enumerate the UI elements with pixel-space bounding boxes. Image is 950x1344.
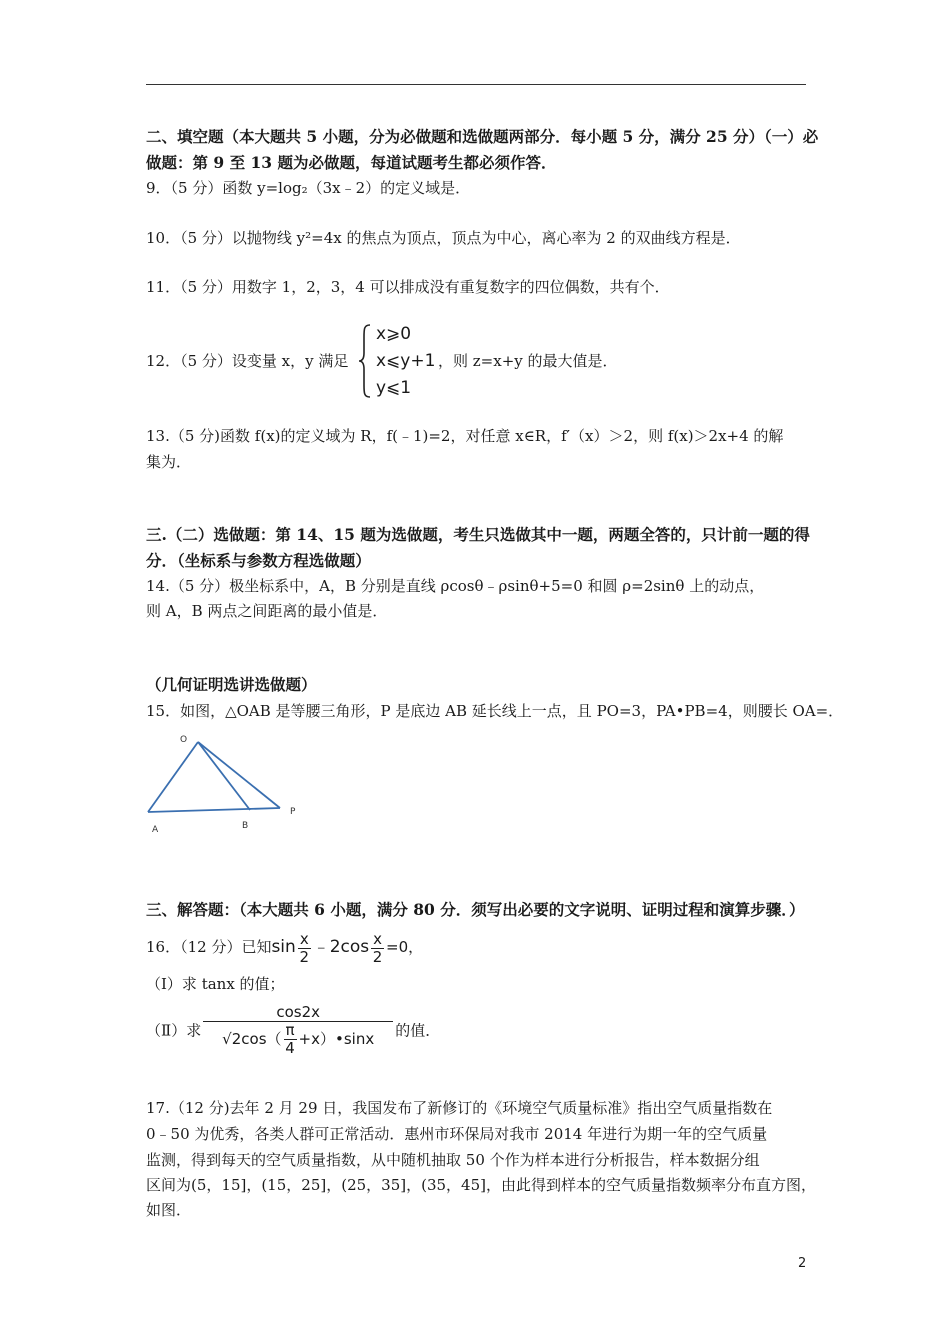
pi-over-4 bbox=[284, 1022, 297, 1057]
question-9: 9．（5 分）函数 y=log₂（3x﹣2）的定义域是． bbox=[146, 179, 471, 197]
solve-section-header: 三、解答题：（本大题共 6 小题，满分 80 分．须写出必要的文字说明、证明过程和演算步骤．） bbox=[146, 900, 805, 919]
minus-2cos: ﹣2cos bbox=[312, 937, 370, 957]
question-17-line3: 监测，得到每天的空气质量指数，从中随机抽取 50 个作为样本进行分析报告，样本数据分组 bbox=[146, 1151, 760, 1169]
frac-den-b: 2 bbox=[372, 947, 383, 966]
fraction-x-over-2 bbox=[298, 931, 311, 966]
label-a: A bbox=[152, 825, 159, 835]
question-17-line4: 区间为(5，15]，(15，25]，(25，35]，(35，45]，由此得到样本的空气质量指数频率分布直方图， bbox=[146, 1176, 816, 1194]
geometry-header: （几何证明选讲选做题） bbox=[146, 675, 317, 694]
page-number: 2 bbox=[798, 1256, 807, 1271]
pi-den: 4 bbox=[285, 1039, 295, 1057]
brace-icon bbox=[358, 323, 372, 399]
question-17-line5: 如图． bbox=[146, 1201, 192, 1219]
question-16-part1: （Ⅰ）求 tanx 的值； bbox=[146, 975, 285, 993]
question-12-prefix: 12．（5 分）设变量 x，y 满足 bbox=[146, 352, 349, 370]
triangle-figure bbox=[140, 730, 310, 840]
question-13-line1: 13.（5 分)函数 f(x)的定义域为 R，f(﹣1)=2，对任意 x∈R，f′（x）＞2，则 f(x)＞2x+4 的解 bbox=[146, 427, 784, 445]
question-13-line2: 集为． bbox=[146, 453, 192, 471]
section3-header-line1: 三.（二）选做题：第 14、15 题为选做题，考生只选做其中一题，两题全答的，只计前一题的得 bbox=[146, 525, 810, 544]
part2-prefix: （Ⅱ）求 bbox=[146, 1021, 202, 1040]
pi-num: π bbox=[285, 1021, 295, 1039]
section2-header-line1: 二、填空题（本大题共 5 小题，分为必做题和选做题两部分．每小题 5 分，满分 25 分）（一）必 bbox=[146, 127, 819, 146]
question-14-line1: 14.（5 分）极坐标系中，A，B 分别是直线 ρcosθ﹣ρsinθ+5=0 和圆 ρ=2sinθ 上的动点， bbox=[146, 577, 765, 595]
den-part-a: √2cos（ bbox=[222, 1030, 282, 1048]
big-fraction bbox=[203, 1004, 393, 1057]
label-o: O bbox=[180, 735, 188, 745]
den-part-b: +x）•sinx bbox=[298, 1030, 375, 1048]
constraint-1: x⩾0 bbox=[376, 324, 412, 344]
question-17-line2: 0﹣50 为优秀，各类人群可正常活动．惠州市环保局对我市 2014 年进行为期一年的空气质量 bbox=[146, 1125, 768, 1143]
equals-zero: =0， bbox=[386, 938, 424, 956]
part2-suffix: 的值． bbox=[395, 1021, 441, 1040]
question-15: 15．如图，△OAB 是等腰三角形，P 是底边 AB 延长线上一点，且 PO=3，PA•PB=4，则腰长 OA=． bbox=[146, 702, 844, 720]
big-denominator bbox=[203, 1022, 393, 1057]
question-14-line2: 则 A，B 两点之间距离的最小值是． bbox=[146, 602, 388, 620]
top-rule bbox=[146, 84, 806, 85]
section2-header-line2: 做题：第 9 至 13 题为必做题，每道试题考生都必须作答． bbox=[146, 153, 557, 172]
question-10: 10．（5 分）以抛物线 y²=4x 的焦点为顶点，顶点为中心，离心率为 2 的双曲线方程是． bbox=[146, 229, 741, 247]
sin-text: sin bbox=[271, 937, 296, 957]
question-12-suffix: ，则 z=x+y 的最大值是． bbox=[438, 352, 618, 370]
frac-den: 2 bbox=[299, 947, 310, 966]
label-b: B bbox=[242, 821, 249, 831]
label-p: P bbox=[290, 807, 296, 817]
frac-num-b: x bbox=[373, 929, 383, 948]
constraint-2: x⩽y+1 bbox=[376, 351, 436, 371]
constraint-3: y⩽1 bbox=[376, 378, 412, 398]
section3-header-line2: 分．（坐标系与参数方程选做题） bbox=[146, 551, 371, 570]
question-16-part2 bbox=[146, 1004, 440, 1057]
question-11: 11．（5 分）用数字 1，2，3，4 可以排成没有重复数字的四位偶数，共有个． bbox=[146, 278, 670, 296]
question-16-prefix: 16．（12 分）已知 bbox=[146, 938, 272, 956]
question-16-line bbox=[146, 930, 423, 966]
question-17-line1: 17.（12 分)去年 2 月 29 日，我国发布了新修订的《环境空气质量标准》指出空气质量指数在 bbox=[146, 1099, 773, 1117]
fraction-x-over-2-b bbox=[371, 931, 384, 966]
frac-num: x bbox=[299, 929, 309, 948]
big-numerator: cos2x bbox=[203, 1004, 393, 1022]
